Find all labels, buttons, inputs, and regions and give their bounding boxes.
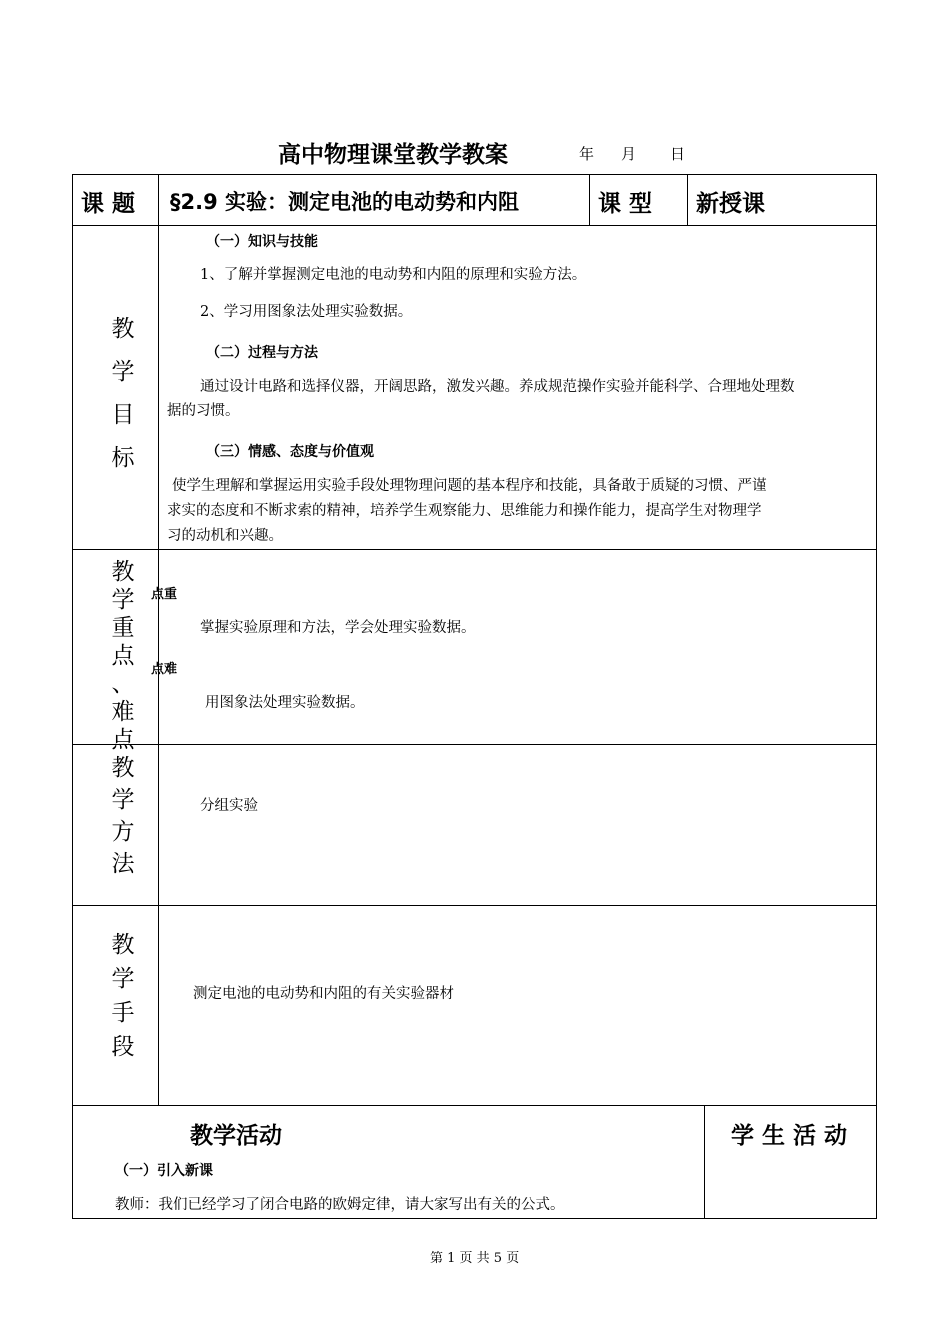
page-title: 高中物理课堂教学教案	[278, 142, 508, 168]
process-heading: （二）过程与方法	[206, 345, 318, 361]
page-number: 第 1 页 共 5 页	[430, 1251, 520, 1266]
key-points-label: 教 学 重 点 、 难 点	[111, 559, 135, 753]
difficult-point-text: 用图象法处理实验数据。	[205, 695, 365, 711]
emotion-line-3: 习的动机和兴趣。	[167, 528, 283, 544]
intro-heading: （一）引入新课	[115, 1163, 213, 1179]
objectives-label: 教 学 目 标	[111, 316, 135, 471]
process-line-2: 据的习惯。	[167, 403, 240, 419]
topic-label: 课 题	[81, 191, 136, 217]
difficult-point-label: 点难	[151, 662, 178, 677]
emotion-line-1: 使学生理解和掌握运用实验手段处理物理问题的基本程序和技能，具备敢于质疑的习惯、严谨	[172, 478, 767, 494]
knowledge-item-2: 2、学习用图象法处理实验数据。	[200, 304, 413, 320]
emotion-line-2: 求实的态度和不断求索的精神，培养学生观察能力、思维能力和操作能力，提高学生对物理学	[167, 503, 762, 519]
teaching-activities-heading: 教学活动	[190, 1123, 282, 1149]
method-label: 教 学 方 法	[111, 755, 135, 877]
knowledge-heading: （一）知识与技能	[206, 234, 318, 250]
means-label: 教 学 手 段	[111, 932, 135, 1060]
date-year: 年	[579, 145, 595, 163]
date-month: 月	[621, 145, 637, 163]
process-line-1: 通过设计电路和选择仪器，开阔思路，激发兴趣。养成规范操作实验并能科学、合理地处理数	[200, 379, 795, 395]
means-text: 测定电池的电动势和内阻的有关实验器材	[193, 986, 454, 1002]
key-point-text: 掌握实验原理和方法，学会处理实验数据。	[200, 620, 476, 636]
type-value: 新授课	[696, 191, 765, 217]
key-point-label: 点重	[151, 587, 178, 602]
emotion-heading: （三）情感、态度与价值观	[206, 444, 374, 460]
student-activities-heading: 学 生 活 动	[731, 1123, 848, 1149]
method-text: 分组实验	[200, 798, 258, 814]
teacher-line: 教师：我们已经学习了闭合电路的欧姆定律，请大家写出有关的公式。	[115, 1197, 565, 1213]
type-label: 课 型	[598, 191, 653, 217]
topic-value: §2.9 实验：测定电池的电动势和内阻	[170, 190, 520, 214]
knowledge-item-1: 1、了解并掌握测定电池的电动势和内阻的原理和实验方法。	[200, 267, 587, 283]
date-day: 日	[670, 145, 686, 163]
